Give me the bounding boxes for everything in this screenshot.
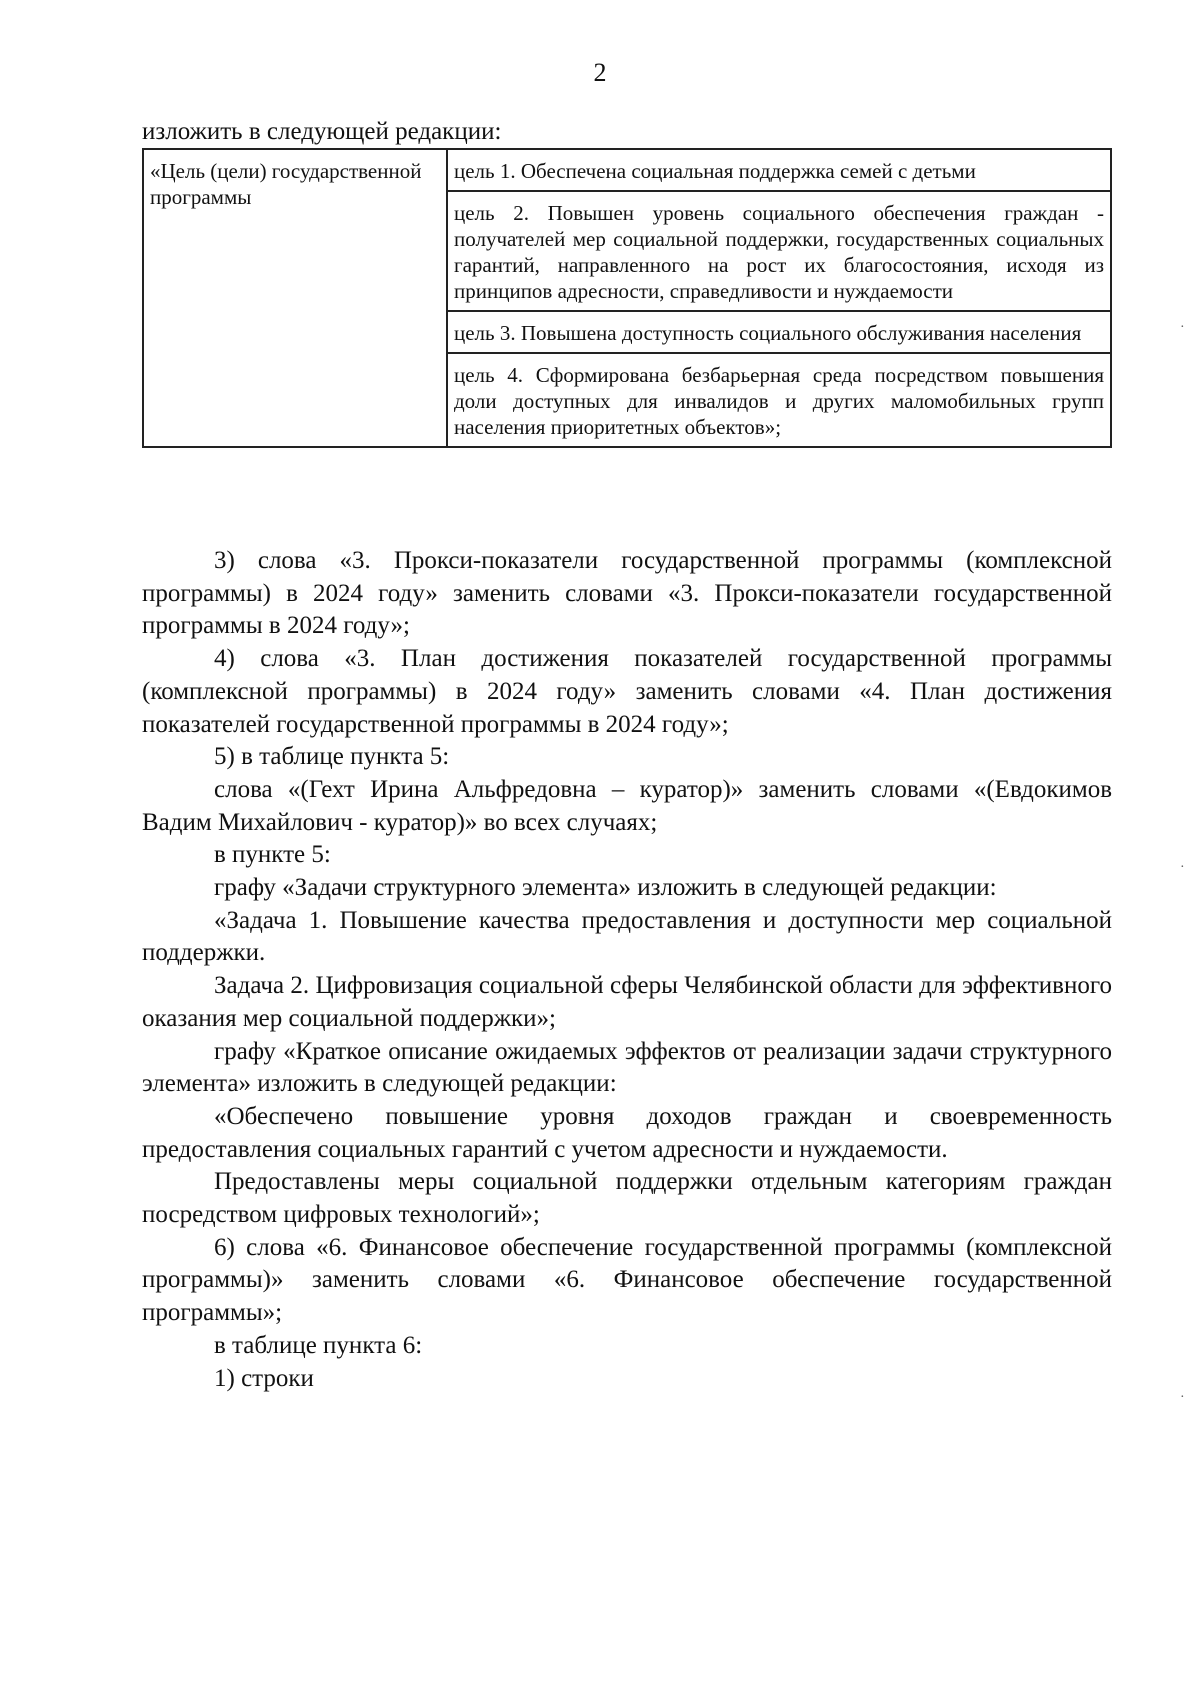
paragraph: Предоставлены меры социальной поддержки отдельным категориям граждан посредством цифровых технологий»;: [142, 1168, 1112, 1229]
paragraph: в пункте 5:: [214, 841, 331, 869]
paragraph: «Задача 1. Повышение качества предоставления и доступности мер социальной поддержки.: [142, 906, 1112, 967]
scan-speck: ·: [1180, 1390, 1185, 1405]
paragraph: «Обеспечено повышение уровня доходов граждан и своевременность предоставления социальных гарантий с учетом адресности и нуждаемости.: [142, 1102, 1112, 1163]
document-body: [142, 545, 1112, 1395]
goal-cell: цель 4. Сформирована безбарьерная среда посредством повышения доли доступных для инвалидов и других маломобильных групп населения приоритетных объектов»;: [447, 353, 1111, 447]
paragraph: 4) слова «3. План достижения показателей государственной программы (комплексной программы) в 2024 году» заменить словами «4. План достижения показателей государственной программы в 2024 году»;: [142, 645, 1112, 738]
goal-cell: цель 2. Повышен уровень социального обеспечения граждан - получателей мер социальной поддержки, государственных социальных гарантий, направленного на рост их благосостояния, исходя из принципов адресности, справедливости и нуждаемости: [447, 191, 1111, 311]
paragraph: 3) слова «3. Прокси-показатели государственной программы (комплексной программы) в 2024 году» заменить словами «3. Прокси-показатели государственной программы в 2024 году»;: [142, 547, 1112, 640]
page-number: 2: [593, 58, 607, 87]
paragraph: 6) слова «6. Финансовое обеспечение государственной программы (комплексной программы)» заменить словами «6. Финансовое обеспечение государственной программы»;: [142, 1233, 1112, 1327]
goals-table: [142, 148, 1112, 448]
paragraph: 5) в таблице пункта 5:: [214, 743, 450, 771]
paragraph: Задача 2. Цифровизация социальной сферы Челябинской области для эффективного оказания мер социальной поддержки»;: [142, 972, 1112, 1032]
table-row: [143, 149, 1111, 191]
paragraph: в таблице пункта 6:: [214, 1331, 423, 1359]
paragraph: графу «Краткое описание ожидаемых эффектов от реализации задачи структурного элемента» изложить в следующей редакции:: [142, 1037, 1112, 1098]
lead-text: изложить в следующей редакции:: [142, 118, 502, 145]
goal-cell: цель 3. Повышена доступность социального обслуживания населения: [447, 311, 1111, 353]
paragraph: графу «Задачи структурного элемента» изложить в следующей редакции:: [214, 874, 997, 902]
goals-label-cell: «Цель (цели) государственной программы: [143, 149, 447, 447]
goal-cell: цель 1. Обеспечена социальная поддержка семей с детьми: [447, 149, 1111, 191]
paragraph: 1) строки: [214, 1364, 314, 1392]
scan-speck: ·: [1180, 320, 1185, 335]
paragraph: слова «(Гехт Ирина Альфредовна – куратор)» заменить словами «(Евдокимов Вадим Михайлович - куратор)» во всех случаях;: [142, 775, 1112, 836]
scan-speck: ·: [1180, 860, 1185, 875]
